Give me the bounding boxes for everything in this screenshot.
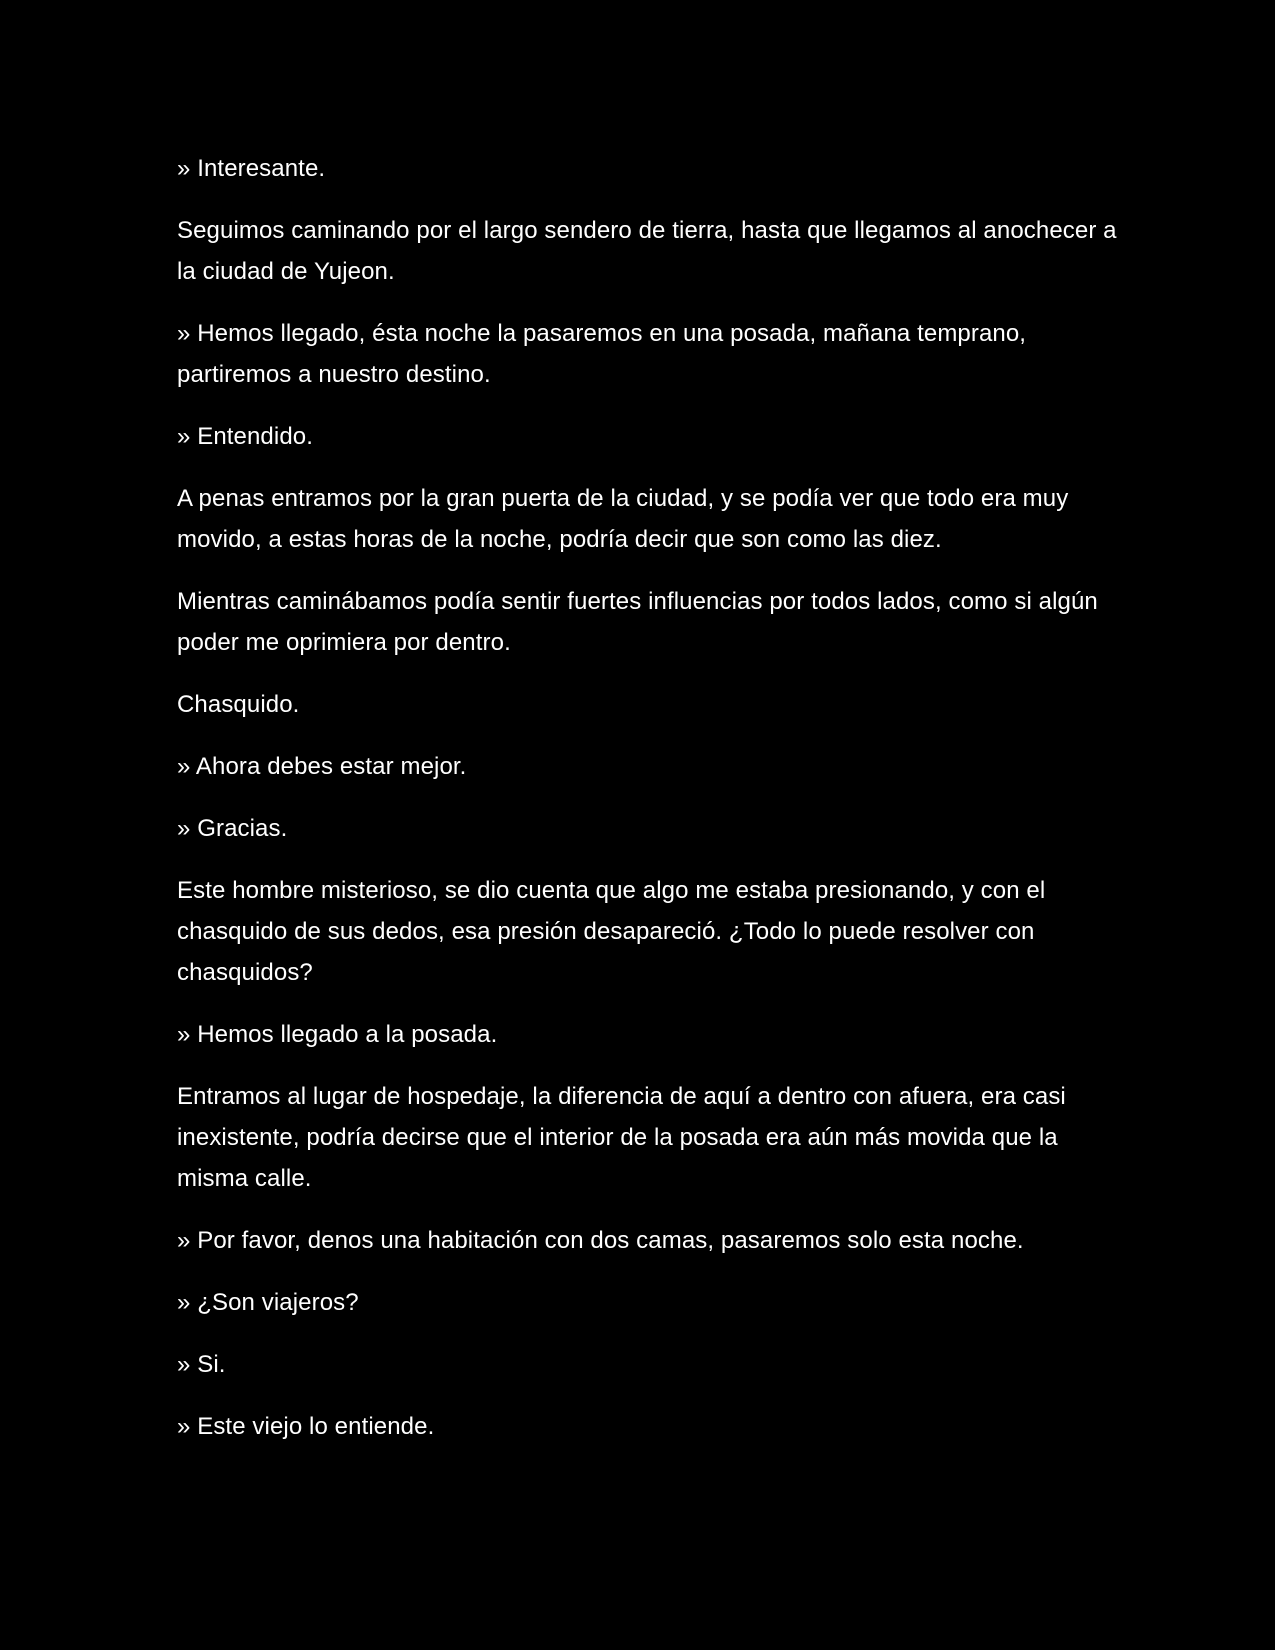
narration-paragraph: Seguimos caminando por el largo sendero de tierra, hasta que llegamos al anochecer a la ciudad de Yujeon. <box>177 217 1117 285</box>
dialogue-paragraph: » Gracias. <box>177 815 288 842</box>
dialogue-paragraph: » Este viejo lo entiende. <box>177 1413 435 1440</box>
dialogue-paragraph: » Hemos llegado a la posada. <box>177 1021 498 1048</box>
dialogue-paragraph: » Si. <box>177 1351 226 1378</box>
dialogue-paragraph: » Interesante. <box>177 155 326 182</box>
narration-paragraph: A penas entramos por la gran puerta de la ciudad, y se podía ver que todo era muy movido, a estas horas de la noche, podría decir que son como las diez. <box>177 485 1069 553</box>
narration-paragraph: Mientras caminábamos podía sentir fuertes influencias por todos lados, como si algún poder me oprimiera por dentro. <box>177 588 1098 656</box>
narration-paragraph: Entramos al lugar de hospedaje, la diferencia de aquí a dentro con afuera, era casi inexistente, podría decirse que el interior de la posada era aún más movida que la misma calle. <box>177 1083 1066 1192</box>
dialogue-paragraph: » Entendido. <box>177 423 313 450</box>
dialogue-paragraph: » Ahora debes estar mejor. <box>177 753 467 780</box>
dialogue-paragraph: » Por favor, denos una habitación con dos camas, pasaremos solo esta noche. <box>177 1227 1024 1254</box>
narration-paragraph: Chasquido. <box>177 691 300 718</box>
dialogue-paragraph: » ¿Son viajeros? <box>177 1289 359 1316</box>
narration-paragraph: Este hombre misterioso, se dio cuenta que algo me estaba presionando, y con el chasquido de sus dedos, esa presión desapareció. ¿Todo lo puede resolver con chasquidos? <box>177 877 1046 986</box>
document-body <box>177 148 1117 1468</box>
dialogue-paragraph: » Hemos llegado, ésta noche la pasaremos en una posada, mañana temprano, partiremos a nuestro destino. <box>177 320 1027 388</box>
